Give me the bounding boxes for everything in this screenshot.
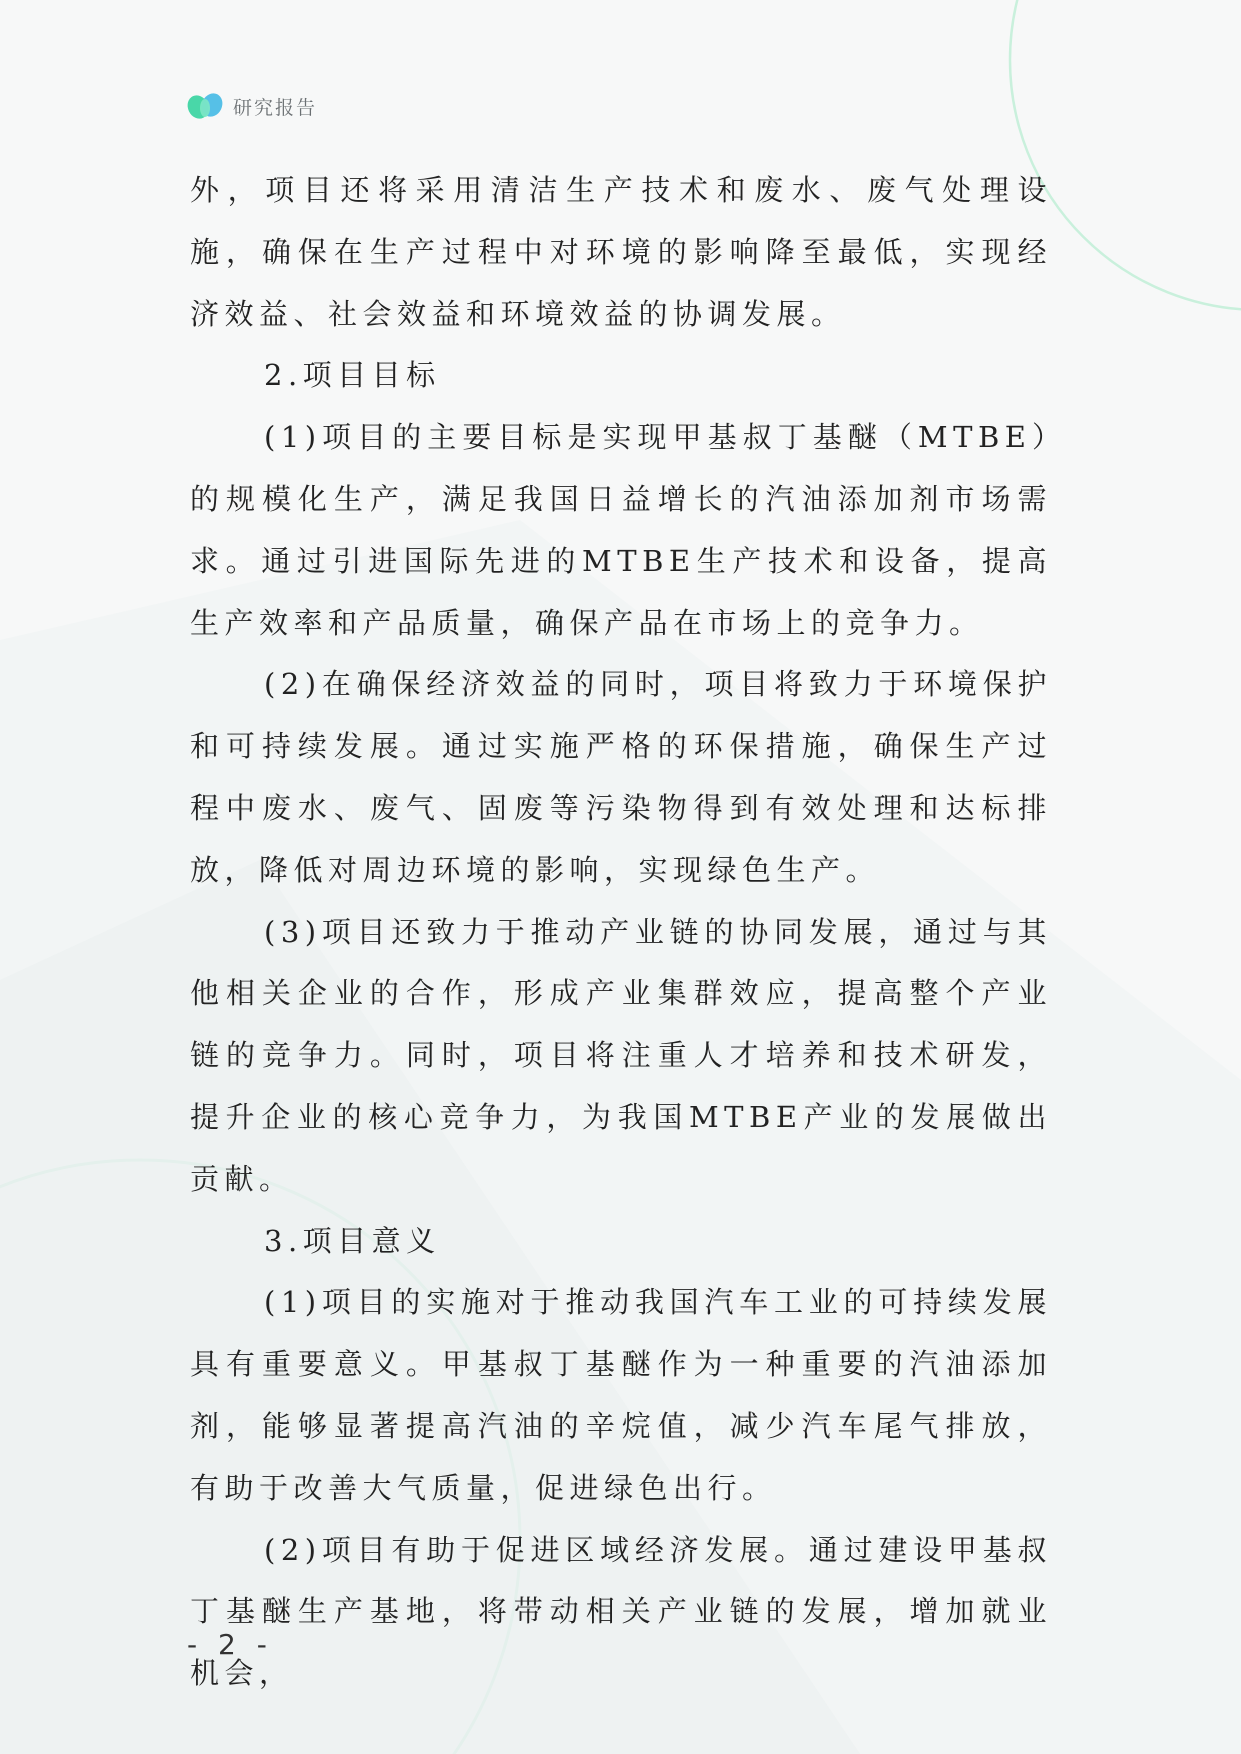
paragraph: 2.项目目标 [264,358,441,393]
paragraph: (1)项目的主要目标是实现甲基叔丁基醚（MTBE）的规模化生产，满足我国日益增长的汽油添加剂市场需求。通过引进国际先进的MTBE生产技术和设备，提高生产效率和产品质量，确保产品在市场上的竞争力。 [190,420,1052,640]
brand-logo-icon [187,90,223,122]
paragraph: (2)在确保经济效益的同时，项目将致力于环境保护和可持续发展。通过实施严格的环保措施，确保生产过程中废水、废气、固废等污染物得到有效处理和达标排放，降低对周边环境的影响，实现绿色生产。 [190,667,1052,887]
body-text [190,160,1052,1705]
paragraph: (1)项目的实施对于推动我国汽车工业的可持续发展具有重要意义。甲基叔丁基醚作为一种重要的汽油添加剂，能够显著提高汽油的辛烷值，减少汽车尾气排放，有助于改善大气质量，促进绿色出行。 [190,1285,1052,1505]
page-number: - 2 - [187,1628,273,1661]
paragraph: 外，项目还将采用清洁生产技术和废水、废气处理设施，确保在生产过程中对环境的影响降至最低，实现经济效益、社会效益和环境效益的协调发展。 [190,173,1052,331]
paragraph: (2)项目有助于促进区域经济发展。通过建设甲基叔丁基醚生产基地，将带动相关产业链的发展，增加就业机会， [190,1532,1052,1691]
header-title: 研究报告 [233,96,318,119]
paragraph: (3)项目还致力于推动产业链的协同发展，通过与其他相关企业的合作，形成产业集群效应，提高整个产业链的竞争力。同时，项目将注重人才培养和技术研发，提升企业的核心竞争力，为我国MTBE产业的发展做出贡献。 [190,914,1052,1196]
report-header [187,88,317,124]
paragraph: 3.项目意义 [264,1223,441,1258]
